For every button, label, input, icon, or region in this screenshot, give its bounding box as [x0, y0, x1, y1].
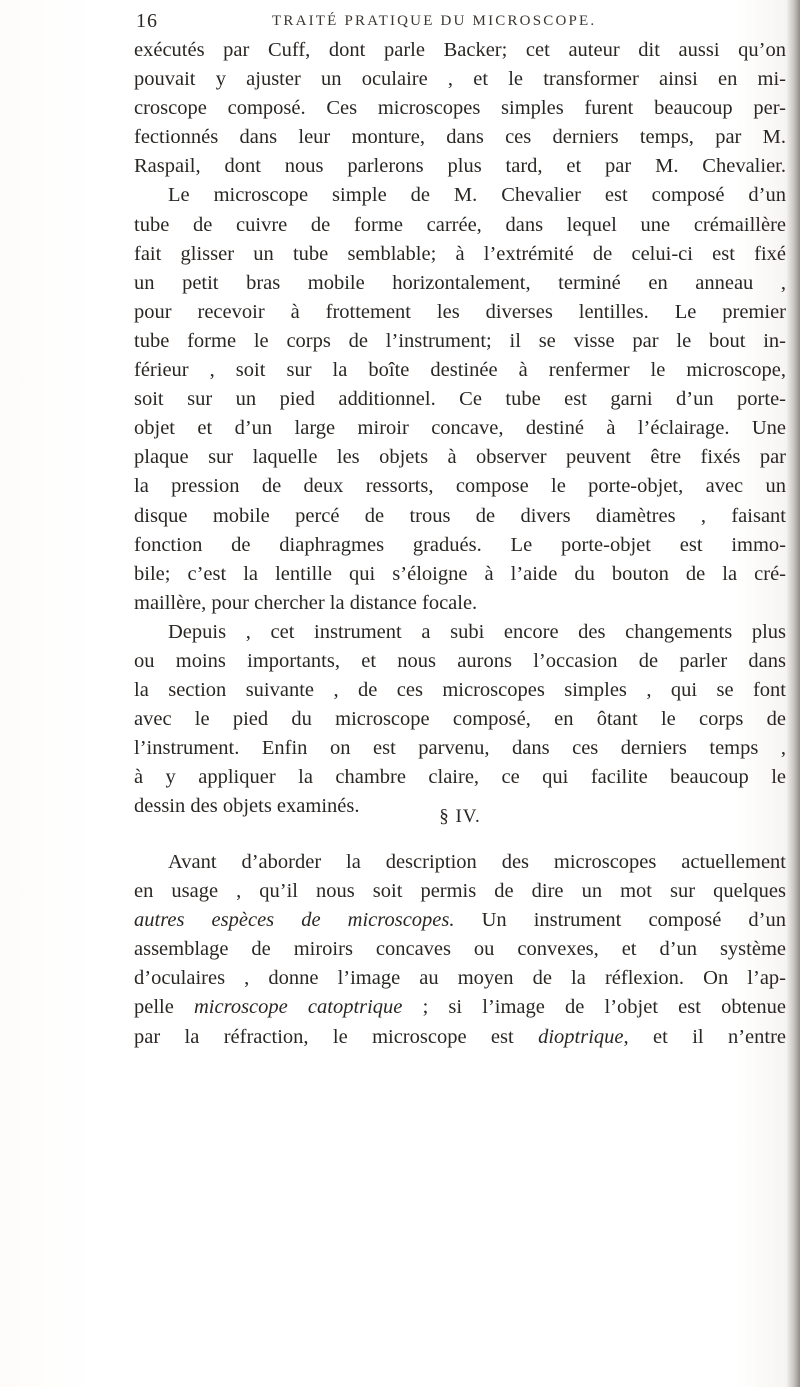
text-line: maillère, pour chercher la distance focale. — [134, 591, 478, 614]
body-text-section-iv — [134, 848, 786, 1052]
italic-term: autres espèces de microscopes. — [134, 909, 455, 932]
text-line: soit sur un pied additionnel. Ce tube est garni d’un porte- — [134, 388, 786, 411]
body-text — [134, 36, 786, 822]
text-line: pouvait y ajuster un oculaire , et le transformer ainsi en mi- — [134, 68, 786, 91]
page-number: 16 — [136, 10, 158, 32]
running-head — [136, 10, 776, 38]
text-line: bile; c’est la lentille qui s’éloigne à l’aide du bouton de la cré- — [134, 562, 786, 585]
text-line: Depuis , cet instrument a subi encore des changements plus — [168, 620, 786, 643]
text-line: la pression de deux ressorts, compose le porte-objet, avec un — [134, 475, 786, 498]
text-line: Raspail, dont nous parlerons plus tard, et par M. Chevalier. — [134, 155, 786, 178]
text-line: tube de cuivre de forme carrée, dans lequel une crémaillère — [134, 213, 786, 236]
text-line: ou moins importants, et nous aurons l’occasion de parler dans — [134, 649, 786, 672]
text-line: à y appliquer la chambre claire, ce qui facilite beaucoup le — [134, 766, 786, 789]
running-title: TRAITÉ PRATIQUE DU MICROSCOPE. — [272, 13, 597, 29]
text-line: fonction de diaphragmes gradués. Le porte-objet est immo- — [134, 533, 786, 556]
text-line: tube forme le corps de l’instrument; il se visse par le bout in- — [134, 329, 786, 352]
text-run: Un instrument composé d’un — [454, 909, 786, 932]
text-line — [134, 906, 786, 935]
text-line: Avant d’aborder la description des microscopes actuellement — [168, 851, 786, 873]
text-line: dessin des objets examinés. — [134, 795, 360, 818]
text-run: par la réfraction, le microscope est — [134, 1025, 539, 1048]
italic-term: dioptrique — [538, 1025, 624, 1048]
text-line: plaque sur laquelle les objets à observer peuvent être fixés par — [134, 446, 786, 469]
text-line: Le microscope simple de M. Chevalier est composé d’un — [168, 184, 786, 207]
text-line: un petit bras mobile horizontalement, terminé en anneau , — [134, 271, 786, 294]
text-line: la section suivante , de ces microscopes simples , qui se font — [134, 679, 786, 702]
text-run: ; si l’image de l’objet est obtenue — [402, 996, 786, 1019]
text-line: objet et d’un large miroir concave, destiné à l’éclairage. Une — [134, 417, 786, 440]
text-line: exécutés par Cuff, dont parle Backer; cet auteur dit aussi qu’on — [134, 39, 786, 61]
text-line — [134, 993, 786, 1022]
text-line: croscope composé. Ces microscopes simples furent beaucoup per- — [134, 97, 786, 120]
text-line: en usage , qu’il nous soit permis de dire un mot sur quelques — [134, 880, 786, 903]
text-line: l’instrument. Enfin on est parvenu, dans ces derniers temps , — [134, 737, 786, 760]
text-line: assemblage de miroirs concaves ou convexes, et d’un système — [134, 938, 786, 961]
text-line: d’oculaires , donne l’image au moyen de la réflexion. On l’ap- — [134, 967, 786, 990]
page-edge-shadow — [786, 0, 800, 1387]
text-line — [134, 1023, 786, 1052]
text-line: fait glisser un tube semblable; à l’extrémité de celui-ci est fixé — [134, 242, 786, 265]
text-line: férieur , soit sur la boîte destinée à renfermer le microscope, — [134, 359, 786, 382]
italic-term: microscope catoptrique — [194, 996, 403, 1019]
text-line: fectionnés dans leur monture, dans ces derniers temps, par M. — [134, 126, 786, 149]
section-heading: § IV. — [439, 806, 481, 827]
text-line: pour recevoir à frottement les diverses lentilles. Le premier — [134, 300, 786, 323]
text-line: avec le pied du microscope composé, en ôtant le corps de — [134, 708, 786, 731]
text-line: disque mobile percé de trous de divers diamètres , faisant — [134, 504, 786, 527]
text-run: pelle — [134, 996, 194, 1019]
text-run: , et il n’entre — [623, 1025, 786, 1048]
